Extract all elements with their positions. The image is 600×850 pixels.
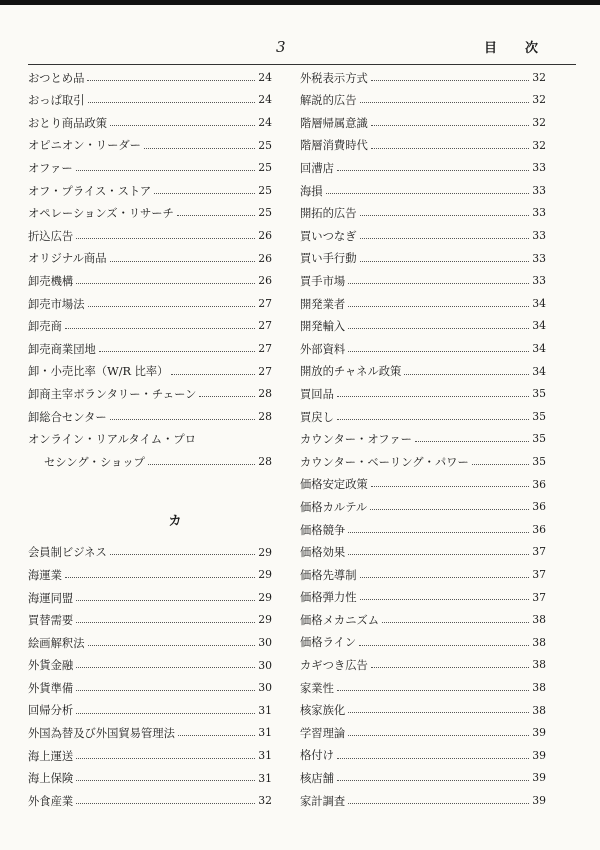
index-entry-page: 33 xyxy=(532,251,546,265)
index-entry xyxy=(28,587,272,610)
index-entry xyxy=(300,722,546,745)
index-entry-term: オペレーションズ・リサーチ xyxy=(28,207,174,221)
dot-leader xyxy=(110,419,256,420)
index-entry-page: 38 xyxy=(532,658,546,672)
index-entry-page: 24 xyxy=(258,93,272,107)
index-entry xyxy=(300,270,546,293)
index-entry-page: 33 xyxy=(532,274,546,288)
index-entry-page: 38 xyxy=(532,680,546,694)
index-entry-term: 階層帰属意識 xyxy=(300,116,368,130)
index-entry xyxy=(28,542,272,565)
dot-leader xyxy=(99,351,255,352)
dot-leader xyxy=(76,170,256,171)
dot-leader xyxy=(144,148,255,149)
index-entry-term: 価格カルテル xyxy=(300,500,368,514)
index-group-ka xyxy=(28,542,272,813)
index-entry-page: 32 xyxy=(532,93,546,107)
index-entry xyxy=(300,248,546,271)
index-entry xyxy=(300,745,546,768)
dot-leader xyxy=(337,690,529,691)
index-entry-term: オフ・プライス・ストア xyxy=(28,184,152,198)
dot-leader xyxy=(76,667,255,668)
index-entry-page: 27 xyxy=(258,319,272,333)
index-entry-term: 絵画解釈法 xyxy=(28,636,85,650)
index-entry-term: 海運業 xyxy=(28,568,62,582)
index-entry-term: 卸商主宰ボランタリー・チェーン xyxy=(28,387,197,401)
index-entry-page: 35 xyxy=(532,432,546,446)
index-entry xyxy=(300,157,546,180)
index-entry xyxy=(28,383,272,406)
index-entry-term: 価格メカニズム xyxy=(300,613,380,627)
index-entry xyxy=(300,383,546,406)
index-entry-term: 外税表示方式 xyxy=(300,71,368,85)
dot-leader xyxy=(88,645,256,646)
index-entry-term: 価格安定政策 xyxy=(300,478,368,492)
index-entry xyxy=(300,496,546,519)
dot-leader xyxy=(371,80,529,81)
index-entry xyxy=(300,361,546,384)
index-entry-page: 34 xyxy=(532,319,546,333)
index-entry-term: オピニオン・リーダー xyxy=(28,139,141,153)
index-entry-term: 回帰分析 xyxy=(28,704,74,718)
index-entry-term: オンライン・リアルタイム・プロ xyxy=(28,433,196,447)
index-entry-term: おっぱ取引 xyxy=(28,94,85,108)
index-entry xyxy=(300,767,546,790)
index-group-right xyxy=(300,67,546,813)
index-entry-term: 買回品 xyxy=(300,387,334,401)
index-entry-term: 価格弾力性 xyxy=(300,591,357,605)
index-entry-page: 28 xyxy=(258,409,272,423)
index-entry xyxy=(300,338,546,361)
dot-leader xyxy=(359,645,529,646)
index-entry-term: 買戻し xyxy=(300,410,334,424)
index-entry-page: 32 xyxy=(532,138,546,152)
index-entry-term: 買替需要 xyxy=(28,614,74,628)
dot-leader xyxy=(360,577,530,578)
index-entry-page: 33 xyxy=(532,229,546,243)
index-entry-term: 家計調査 xyxy=(300,794,346,808)
top-edge-bar xyxy=(0,0,600,5)
dot-leader xyxy=(348,306,529,307)
dot-leader xyxy=(326,193,530,194)
index-entry-page: 26 xyxy=(258,229,272,243)
index-entry-page: 29 xyxy=(258,590,272,604)
index-entry xyxy=(28,745,272,768)
index-entry-term: 買手市場 xyxy=(300,274,346,288)
page-number: 3 xyxy=(276,38,286,56)
dot-leader xyxy=(148,464,255,465)
dot-leader xyxy=(76,758,255,759)
index-entry-page: 29 xyxy=(258,568,272,582)
index-entry-term: 会員制ビジネス xyxy=(28,546,107,560)
index-entry-term: 家業性 xyxy=(300,681,334,695)
index-entry-page: 32 xyxy=(532,70,546,84)
index-entry-page: 32 xyxy=(532,116,546,130)
dot-leader xyxy=(337,780,529,781)
dot-leader xyxy=(360,102,530,103)
index-entry-term: 卸売商業団地 xyxy=(28,342,96,356)
section-gap xyxy=(28,474,272,498)
dot-leader xyxy=(87,80,255,81)
dot-leader xyxy=(88,306,256,307)
index-entry xyxy=(300,564,546,587)
index-entry-page: 37 xyxy=(532,567,546,581)
index-entry-term: 買いつなぎ xyxy=(300,229,357,243)
index-entry xyxy=(28,677,272,700)
index-group-o xyxy=(28,67,272,474)
index-entry xyxy=(28,338,272,361)
index-entry-page: 31 xyxy=(258,748,272,762)
index-entry-term: 価格先導制 xyxy=(300,568,357,582)
index-entry-term: 回漕店 xyxy=(300,162,334,176)
dot-leader xyxy=(360,238,530,239)
index-entry-term: 開拓的広告 xyxy=(300,207,357,221)
index-entry-page: 39 xyxy=(532,748,546,762)
index-entry-page: 29 xyxy=(258,545,272,559)
dot-leader xyxy=(370,509,529,510)
index-entry-page: 28 xyxy=(258,454,272,468)
index-entry xyxy=(300,541,546,564)
index-entry xyxy=(28,632,272,655)
index-entry-term: 海上保険 xyxy=(28,772,74,786)
index-entry-page: 31 xyxy=(258,771,272,785)
index-entry-term: 卸総合センター xyxy=(28,410,107,424)
index-entry-page: 39 xyxy=(532,793,546,807)
index-entry-term: 開発輸入 xyxy=(300,320,346,334)
index-entry xyxy=(300,587,546,610)
index-entry xyxy=(300,293,546,316)
index-entry-page: 31 xyxy=(258,703,272,717)
index-entry xyxy=(28,564,272,587)
index-entry xyxy=(300,451,546,474)
dot-leader xyxy=(171,374,255,375)
index-entry-page: 34 xyxy=(532,364,546,378)
index-entry xyxy=(28,135,272,158)
index-entry-page: 32 xyxy=(258,794,272,808)
dot-leader xyxy=(76,803,255,804)
index-entry-page: 35 xyxy=(532,409,546,423)
index-entry-term: 卸売市場法 xyxy=(28,297,85,311)
index-entry-page: 37 xyxy=(532,545,546,559)
index-entry xyxy=(300,67,546,90)
dot-leader xyxy=(88,102,256,103)
index-entry-term: おとり商品政策 xyxy=(28,116,108,130)
index-entry-term: 外貨準備 xyxy=(28,681,74,695)
index-entry xyxy=(300,474,546,497)
index-entry-page: 30 xyxy=(258,635,272,649)
index-entry xyxy=(28,722,272,745)
dot-leader xyxy=(178,735,255,736)
dot-leader xyxy=(371,148,529,149)
index-entry xyxy=(28,316,272,339)
index-entry-page: 33 xyxy=(532,183,546,197)
dot-leader xyxy=(65,328,255,329)
index-entry xyxy=(28,157,272,180)
index-entry xyxy=(28,429,272,452)
index-entry-term: 学習理論 xyxy=(300,726,346,740)
dot-leader xyxy=(76,780,255,781)
index-entry-term: 価格ライン xyxy=(300,636,357,650)
dot-leader xyxy=(415,441,529,442)
index-entry xyxy=(300,316,546,339)
dot-leader xyxy=(472,464,529,465)
dot-leader xyxy=(199,396,255,397)
header-rule xyxy=(28,64,576,65)
index-entry xyxy=(28,225,272,248)
index-entry-page: 25 xyxy=(258,206,272,220)
index-entry xyxy=(300,790,546,813)
dot-leader xyxy=(337,170,529,171)
index-entry xyxy=(300,180,546,203)
index-entry-term: 外貨金融 xyxy=(28,659,74,673)
index-entry xyxy=(300,609,546,632)
index-entry-page: 37 xyxy=(532,590,546,604)
index-entry-page: 26 xyxy=(258,251,272,265)
dot-leader xyxy=(348,554,529,555)
dot-leader xyxy=(348,803,529,804)
index-entry-page: 38 xyxy=(532,635,546,649)
index-entry-term: おつとめ品 xyxy=(28,71,85,85)
index-entry xyxy=(28,293,272,316)
index-entry-page: 24 xyxy=(258,116,272,130)
index-entry xyxy=(28,270,272,293)
index-entry-term: 階層消費時代 xyxy=(300,139,368,153)
index-entry-page: 30 xyxy=(258,681,272,695)
index-entry-term: 価格効果 xyxy=(300,546,346,560)
index-entry xyxy=(300,700,546,723)
index-entry-page: 36 xyxy=(532,500,546,514)
index-entry xyxy=(28,180,272,203)
index-entry-term: 開放的チャネル政策 xyxy=(300,365,402,379)
index-entry xyxy=(28,406,272,429)
index-entry-term: 卸売機構 xyxy=(28,274,74,288)
index-entry-page: 27 xyxy=(258,364,272,378)
index-entry-page: 36 xyxy=(532,522,546,536)
index-entry-page: 27 xyxy=(258,296,272,310)
section-title: 目次 xyxy=(484,41,567,56)
index-entry-term: 価格競争 xyxy=(300,523,346,537)
index-entry xyxy=(300,135,546,158)
index-entry-page: 28 xyxy=(258,387,272,401)
index-entry-page: 25 xyxy=(258,161,272,175)
index-entry xyxy=(300,406,546,429)
dot-leader xyxy=(348,712,529,713)
dot-leader xyxy=(337,396,529,397)
index-entry-term: 買い手行動 xyxy=(300,252,357,266)
index-column-left xyxy=(28,67,272,813)
index-entry-page: 34 xyxy=(532,342,546,356)
dot-leader xyxy=(348,532,529,533)
index-entry-term: 核家族化 xyxy=(300,704,346,718)
index-entry xyxy=(28,451,272,474)
dot-leader xyxy=(76,713,255,714)
index-entry xyxy=(28,768,272,791)
index-entry-page: 38 xyxy=(532,703,546,717)
index-entry-term: オファー xyxy=(28,162,73,176)
index-entry xyxy=(28,248,272,271)
index-entry-page: 36 xyxy=(532,477,546,491)
dot-leader xyxy=(154,193,255,194)
dot-leader xyxy=(110,261,256,262)
index-entry-page: 35 xyxy=(532,387,546,401)
index-entry-term: 開発業者 xyxy=(300,297,346,311)
index-entry-term: 海運同盟 xyxy=(28,591,74,605)
index-entry-term: 海損 xyxy=(300,184,323,198)
index-entry-term: オリジナル商品 xyxy=(28,252,107,266)
index-entry-term: 外部資料 xyxy=(300,342,346,356)
index-entry xyxy=(28,361,272,384)
dot-leader xyxy=(177,215,255,216)
index-entry-page: 34 xyxy=(532,296,546,310)
index-entry-term: カウンター・ベーリング・パワー xyxy=(300,455,469,469)
index-entry-term: 折込広告 xyxy=(28,229,74,243)
index-entry-page: 24 xyxy=(258,70,272,84)
dot-leader xyxy=(404,374,529,375)
dot-leader xyxy=(76,283,255,284)
index-entry xyxy=(300,632,546,655)
index-entry-term: 核店舗 xyxy=(300,772,334,786)
dot-leader xyxy=(348,735,529,736)
index-entry xyxy=(300,203,546,226)
index-entry xyxy=(28,655,272,678)
index-entry-page: 39 xyxy=(532,771,546,785)
index-entry xyxy=(28,700,272,723)
index-entry-page: 35 xyxy=(532,454,546,468)
dot-leader xyxy=(76,600,255,601)
dot-leader xyxy=(76,238,255,239)
index-entry xyxy=(300,654,546,677)
dot-leader xyxy=(348,351,529,352)
index-entry xyxy=(28,112,272,135)
index-entry-page: 38 xyxy=(532,613,546,627)
index-entry xyxy=(28,609,272,632)
kana-section-heading: カ xyxy=(168,514,182,530)
dot-leader xyxy=(110,125,255,126)
dot-leader xyxy=(65,577,255,578)
index-entry xyxy=(28,203,272,226)
dot-leader xyxy=(76,622,255,623)
dot-leader xyxy=(360,261,530,262)
dot-leader xyxy=(382,622,529,623)
index-entry-page: 31 xyxy=(258,726,272,740)
index-entry-term: カウンター・オファー xyxy=(300,433,412,447)
dot-leader xyxy=(371,667,529,668)
index-entry-page: 33 xyxy=(532,206,546,220)
index-entry xyxy=(28,790,272,813)
index-entry-page: 25 xyxy=(258,183,272,197)
index-entry-term: 外食産業 xyxy=(28,794,74,808)
index-entry-page: 30 xyxy=(258,658,272,672)
index-entry xyxy=(28,90,272,113)
index-entry-page: 27 xyxy=(258,342,272,356)
index-entry xyxy=(300,677,546,700)
index-entry-term: 卸売商 xyxy=(28,320,62,334)
index-entry xyxy=(300,112,546,135)
index-column-right xyxy=(300,67,546,813)
index-entry-page: 26 xyxy=(258,274,272,288)
dot-leader xyxy=(371,125,529,126)
index-entry-term: 格付け xyxy=(300,749,334,763)
index-entry-page: 33 xyxy=(532,161,546,175)
index-entry-page: 29 xyxy=(258,613,272,627)
dot-leader xyxy=(348,328,529,329)
dot-leader xyxy=(360,599,530,600)
index-entry xyxy=(300,429,546,452)
dot-leader xyxy=(348,283,529,284)
dot-leader xyxy=(110,554,256,555)
index-entry-term: カギつき広告 xyxy=(300,659,368,673)
dot-leader xyxy=(76,690,255,691)
index-entry-term: 卸・小売比率（W/R 比率） xyxy=(28,365,169,379)
index-entry xyxy=(28,67,272,90)
dot-leader xyxy=(337,419,529,420)
dot-leader xyxy=(371,486,529,487)
index-entry-term: セシング・ショップ xyxy=(44,455,145,469)
index-entry xyxy=(300,225,546,248)
index-entry-term: 解説的広告 xyxy=(300,94,357,108)
index-entry-term: 海上運送 xyxy=(28,749,74,763)
index-entry-page: 25 xyxy=(258,138,272,152)
dot-leader xyxy=(360,215,530,216)
index-entry xyxy=(300,519,546,542)
index-entry-term: 外国為替及び外国貿易管理法 xyxy=(28,727,175,741)
index-entry xyxy=(300,90,546,113)
index-entry-page: 39 xyxy=(532,726,546,740)
dot-leader xyxy=(337,758,529,759)
